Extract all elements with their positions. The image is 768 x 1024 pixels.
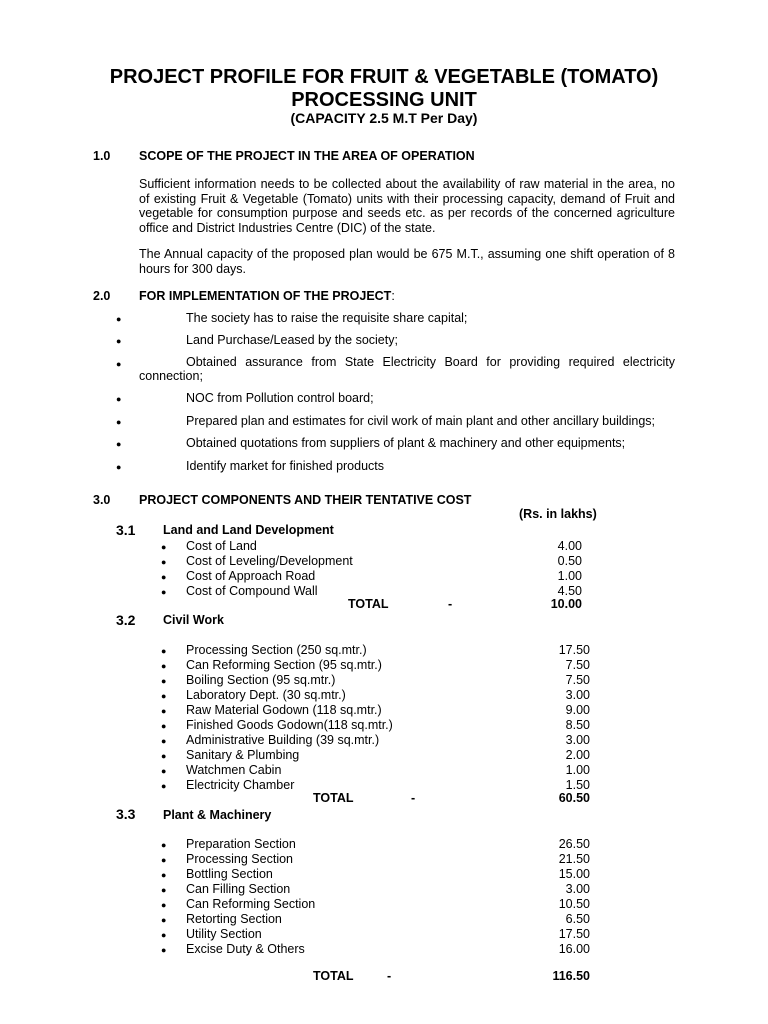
plant-machinery-item-label: Bottling Section [186, 867, 273, 881]
bullet-icon: ● [116, 394, 122, 404]
bullet-icon: ● [116, 439, 122, 449]
land-cost-item-amount: 4.00 [557, 539, 582, 553]
subsection-3-1-title: Land and Land Development [163, 523, 334, 537]
civil-work-item-label: Finished Goods Godown(118 sq.mtr.) [186, 718, 393, 732]
civil-work-item-label: Electricity Chamber [186, 778, 295, 792]
subsection-3-1-number: 3.1 [116, 522, 136, 538]
plant-machinery-item-label: Preparation Section [186, 837, 296, 851]
civil-work-total-dash: - [411, 791, 416, 805]
plant-machinery-item-amount: 6.50 [565, 912, 590, 926]
section-1-paragraph-2: The Annual capacity of the proposed plan would be 675 M.T., assuming one shift operation of 8 hours for 300 days. [139, 247, 675, 276]
bullet-icon: ● [161, 572, 167, 582]
civil-work-item-amount: 3.00 [565, 688, 590, 702]
bullet-icon: ● [116, 462, 122, 472]
civil-work-item-amount: 1.00 [565, 763, 590, 777]
plant-machinery-item-label: Can Filling Section [186, 882, 291, 896]
plant-machinery-item-amount: 10.50 [558, 897, 590, 911]
bullet-icon: ● [161, 781, 167, 791]
civil-work-item-amount: 3.00 [565, 733, 590, 747]
section-1-heading: SCOPE OF THE PROJECT IN THE AREA OF OPERATION [139, 149, 475, 163]
plant-machinery-item-amount: 3.00 [565, 882, 590, 896]
civil-work-item-amount: 7.50 [565, 658, 590, 672]
bullet-icon: ● [161, 691, 167, 701]
bullet-icon: ● [161, 930, 167, 940]
implementation-step-2: Land Purchase/Leased by the society; [186, 333, 398, 347]
land-cost-item-label: Cost of Approach Road [186, 569, 316, 583]
land-total-label: TOTAL [348, 597, 389, 611]
subsection-3-2-number: 3.2 [116, 612, 136, 628]
section-2-number: 2.0 [93, 289, 111, 303]
plant-machinery-item-label: Can Reforming Section [186, 897, 316, 911]
civil-work-item-label: Processing Section (250 sq.mtr.) [186, 643, 367, 657]
document-title-line1: PROJECT PROFILE FOR FRUIT & VEGETABLE (TOMATO) [109, 66, 659, 88]
land-cost-item-amount: 0.50 [557, 554, 582, 568]
subsection-3-2-title: Civil Work [163, 613, 224, 627]
bullet-icon: ● [161, 870, 167, 880]
implementation-step-3: Obtained assurance from State Electricity Board for providing required electricity [186, 355, 675, 369]
bullet-icon: ● [161, 676, 167, 686]
plant-machinery-item-amount: 17.50 [558, 927, 590, 941]
implementation-step-5: Prepared plan and estimates for civil work of main plant and other ancillary buildings; [186, 414, 655, 428]
land-cost-item-label: Cost of Land [186, 539, 257, 553]
section-2-heading-wrap [139, 289, 395, 303]
cost-unit-label: (Rs. in lakhs) [519, 507, 597, 521]
civil-work-item-label: Watchmen Cabin [186, 763, 282, 777]
bullet-icon: ● [161, 587, 167, 597]
civil-work-total-label: TOTAL [313, 791, 354, 805]
civil-work-item-label: Sanitary & Plumbing [186, 748, 300, 762]
civil-work-item-amount: 1.50 [565, 778, 590, 792]
bullet-icon: ● [161, 766, 167, 776]
implementation-step-4: NOC from Pollution control board; [186, 391, 374, 405]
plant-machinery-total-label: TOTAL [313, 969, 354, 983]
civil-work-item-amount: 8.50 [565, 718, 590, 732]
plant-machinery-item-label: Utility Section [186, 927, 262, 941]
bullet-icon: ● [161, 855, 167, 865]
bullet-icon: ● [161, 915, 167, 925]
bullet-icon: ● [116, 314, 122, 324]
section-1-number: 1.0 [93, 149, 111, 163]
section-1-paragraph-1: Sufficient information needs to be collected about the availability of raw material in the area, no of existing Fruit & Vegetable (Tomato) units with their processing capacity, demand of Fruit and vegetable for consumption purpose and seeds etc. as per records of the concerned agriculture office and District Industries Centre (DIC) of the state. [139, 177, 675, 235]
civil-work-item-label: Laboratory Dept. (30 sq.mtr.) [186, 688, 346, 702]
land-cost-item-label: Cost of Compound Wall [186, 584, 318, 598]
plant-machinery-item-amount: 15.00 [558, 867, 590, 881]
plant-machinery-item-label: Retorting Section [186, 912, 282, 926]
civil-work-item-amount: 17.50 [558, 643, 590, 657]
bullet-icon: ● [116, 336, 122, 346]
land-total-amount: 10.00 [550, 597, 582, 611]
bullet-icon: ● [161, 900, 167, 910]
section-3-heading: PROJECT COMPONENTS AND THEIR TENTATIVE COST [139, 493, 472, 507]
section-3-number: 3.0 [93, 493, 111, 507]
civil-work-item-amount: 9.00 [565, 703, 590, 717]
plant-machinery-total-amount: 116.50 [552, 969, 590, 983]
document-capacity: (CAPACITY 2.5 M.T Per Day) [290, 110, 478, 126]
civil-work-item-label: Administrative Building (39 sq.mtr.) [186, 733, 380, 747]
document-title-line2: PROCESSING UNIT [291, 89, 477, 111]
implementation-step-3-continuation: connection; [139, 369, 203, 383]
bullet-icon: ● [161, 557, 167, 567]
plant-machinery-item-label: Excise Duty & Others [186, 942, 305, 956]
bullet-icon: ● [161, 646, 167, 656]
land-cost-item-label: Cost of Leveling/Development [186, 554, 353, 568]
subsection-3-3-title: Plant & Machinery [163, 808, 272, 822]
bullet-icon: ● [161, 661, 167, 671]
civil-work-item-amount: 7.50 [565, 673, 590, 687]
plant-machinery-item-amount: 16.00 [558, 942, 590, 956]
bullet-icon: ● [161, 721, 167, 731]
implementation-step-1: The society has to raise the requisite share capital; [186, 311, 468, 325]
plant-machinery-total-dash: - [387, 969, 392, 983]
land-cost-item-amount: 1.00 [557, 569, 582, 583]
land-cost-item-amount: 4.50 [557, 584, 582, 598]
civil-work-total-amount: 60.50 [558, 791, 590, 805]
subsection-3-3-number: 3.3 [116, 806, 136, 822]
bullet-icon: ● [161, 945, 167, 955]
bullet-icon: ● [161, 542, 167, 552]
plant-machinery-item-amount: 26.50 [558, 837, 590, 851]
bullet-icon: ● [161, 736, 167, 746]
implementation-step-6: Obtained quotations from suppliers of plant & machinery and other equipments; [186, 436, 626, 450]
civil-work-item-label: Can Reforming Section (95 sq.mtr.) [186, 658, 382, 672]
land-total-dash: - [448, 597, 453, 611]
section-2-heading-colon: : [391, 289, 395, 303]
implementation-step-7: Identify market for finished products [186, 459, 385, 473]
bullet-icon: ● [161, 840, 167, 850]
civil-work-item-label: Boiling Section (95 sq.mtr.) [186, 673, 336, 687]
bullet-icon: ● [116, 359, 122, 369]
bullet-icon: ● [161, 885, 167, 895]
section-2-heading: FOR IMPLEMENTATION OF THE PROJECT [139, 289, 392, 303]
bullet-icon: ● [161, 706, 167, 716]
bullet-icon: ● [116, 417, 122, 427]
civil-work-item-label: Raw Material Godown (118 sq.mtr.) [186, 703, 382, 717]
bullet-icon: ● [161, 751, 167, 761]
plant-machinery-item-label: Processing Section [186, 852, 294, 866]
plant-machinery-item-amount: 21.50 [558, 852, 590, 866]
civil-work-item-amount: 2.00 [565, 748, 590, 762]
